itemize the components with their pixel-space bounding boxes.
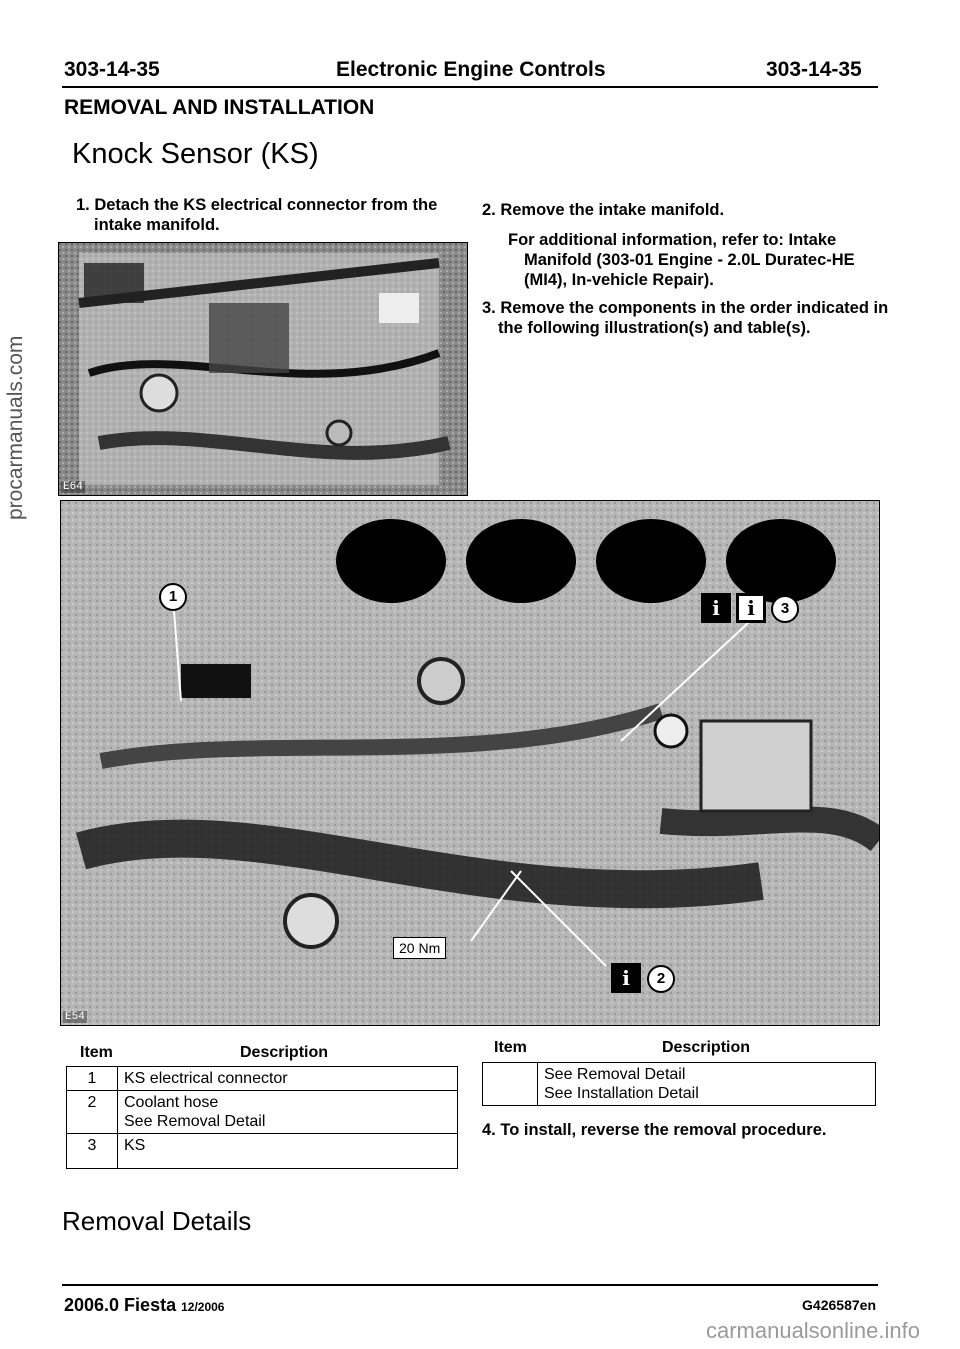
info-icon: i bbox=[701, 593, 731, 623]
torque-label: 20 Nm bbox=[393, 937, 446, 959]
engine-photo-graphic bbox=[59, 243, 467, 495]
table-right bbox=[482, 1062, 876, 1106]
header-code-left: 303-14-35 bbox=[64, 58, 160, 81]
removal-details-title: Removal Details bbox=[62, 1206, 252, 1236]
step-1: 1. Detach the KS electrical connector from the intake manifold. bbox=[76, 196, 438, 234]
page-title: Knock Sensor (KS) bbox=[72, 138, 319, 170]
item-description: KS bbox=[118, 1134, 458, 1169]
item-description: See Removal Detail bbox=[544, 1066, 686, 1083]
photo-ks-connector bbox=[58, 242, 468, 496]
table-row bbox=[67, 1134, 458, 1169]
table-left-desc-header: Description bbox=[240, 1044, 329, 1061]
footer-date: 12/2006 bbox=[181, 1300, 225, 1314]
section-title: REMOVAL AND INSTALLATION bbox=[64, 96, 375, 119]
bottom-watermark: carmanualsonline.info bbox=[705, 1318, 920, 1343]
table-row bbox=[483, 1063, 876, 1106]
callout-3: 3 bbox=[771, 595, 799, 623]
callout-2: 2 bbox=[647, 965, 675, 993]
step-4: 4. To install, reverse the removal procedure. bbox=[482, 1121, 827, 1139]
item-description-note: See Installation Detail bbox=[544, 1085, 699, 1102]
info-detail-icon: i bbox=[736, 593, 766, 623]
footer-doc-code: G426587en bbox=[802, 1297, 876, 1313]
item-description: KS electrical connector bbox=[118, 1067, 458, 1091]
item-number: 2 bbox=[67, 1091, 118, 1134]
footer-rule bbox=[62, 1284, 878, 1286]
header-code-right: 303-14-35 bbox=[766, 58, 862, 81]
table-row bbox=[67, 1091, 458, 1134]
step-3: 3. Remove the components in the order indicated in the following illustration(s) and table(s). bbox=[482, 299, 889, 337]
photo2-code: E54 bbox=[65, 1011, 85, 1023]
footer-model-name: 2006.0 Fiesta bbox=[64, 1295, 177, 1315]
table-right-item-header: Item bbox=[494, 1039, 527, 1056]
table-left-item-header: Item bbox=[80, 1044, 113, 1061]
table-left bbox=[66, 1066, 458, 1169]
item-number: 1 bbox=[67, 1067, 118, 1091]
manifold-photo-graphic bbox=[61, 501, 879, 1025]
header-title: Electronic Engine Controls bbox=[336, 58, 606, 81]
info-icon-2: i bbox=[611, 963, 641, 993]
footer-model bbox=[64, 1295, 224, 1316]
step-2-reference: For additional information, refer to: Intake Manifold (303-01 Engine - 2.0L Duratec-HE (MI4), In-vehicle Repair). bbox=[508, 231, 855, 289]
callout-1: 1 bbox=[159, 583, 187, 611]
header-rule bbox=[62, 86, 878, 88]
item-description: Coolant hose bbox=[124, 1094, 219, 1111]
table-row bbox=[67, 1067, 458, 1091]
item-number bbox=[483, 1063, 538, 1106]
step-2: 2. Remove the intake manifold. bbox=[482, 201, 725, 219]
photo1-code: E64 bbox=[63, 481, 83, 493]
item-number: 3 bbox=[67, 1134, 118, 1169]
item-description-cell bbox=[538, 1063, 876, 1106]
table-right-desc-header: Description bbox=[662, 1039, 751, 1056]
side-watermark: procarmanuals.com bbox=[4, 335, 27, 520]
photo-intake-manifold bbox=[60, 500, 880, 1026]
item-description-cell bbox=[118, 1091, 458, 1134]
item-description-note: See Removal Detail bbox=[124, 1113, 266, 1130]
